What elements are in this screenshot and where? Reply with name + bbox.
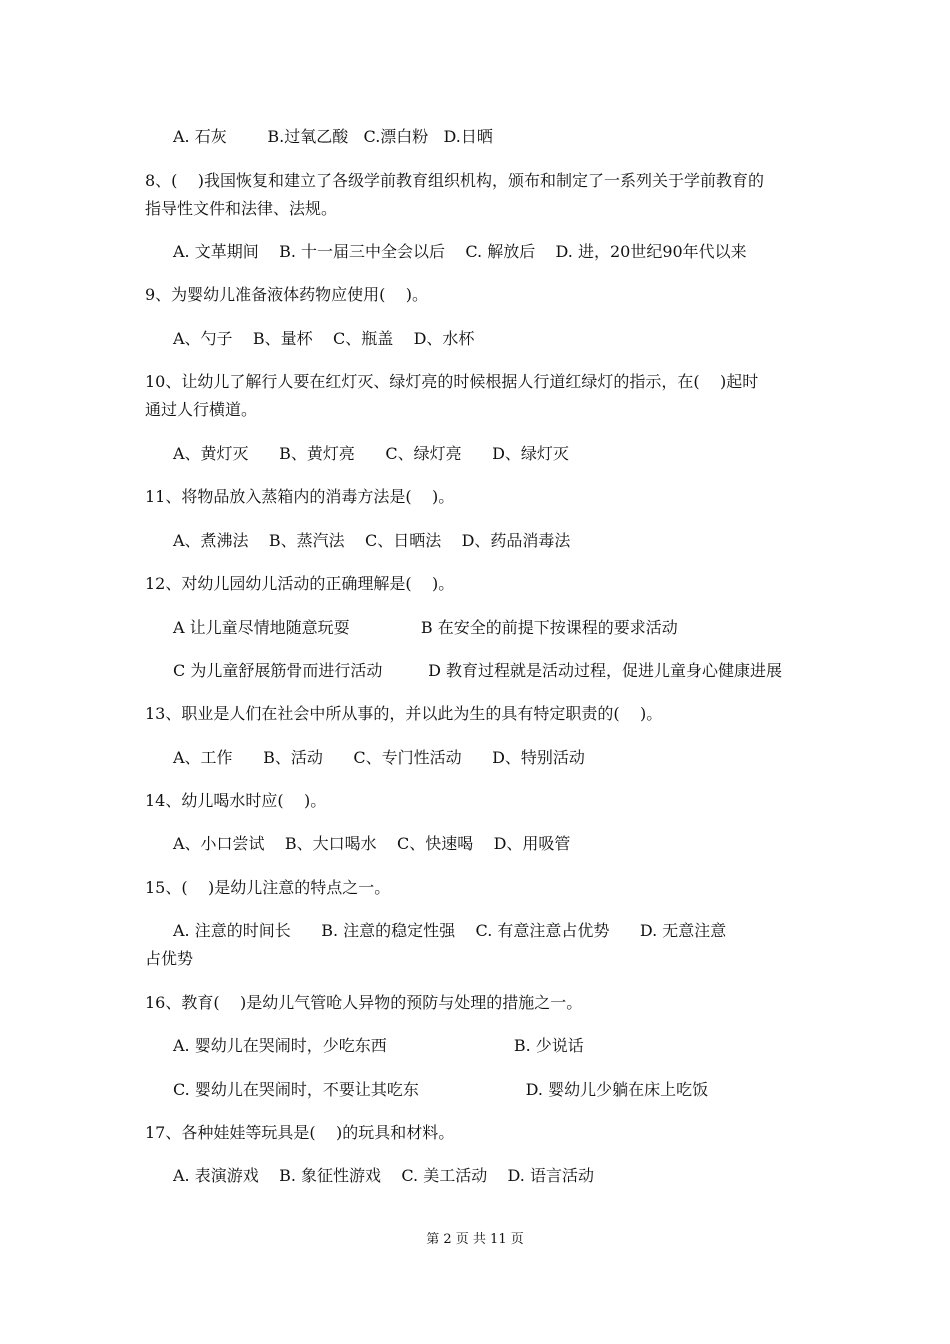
q12-options-row2: C 为儿童舒展筋骨而进行活动 D 教育过程就是活动过程，促进儿童身心健康进展	[173, 661, 783, 680]
q14-stem: 14、幼儿喝水时应( )。	[145, 791, 327, 810]
q11-options: A、煮沸法 B、蒸汽法 C、日晒法 D、药品消毒法	[173, 531, 571, 550]
q15-stem: 15、( )是幼儿注意的特点之一。	[145, 878, 391, 897]
q15-options-line1: A. 注意的时间长 B. 注意的稳定性强 C. 有意注意占优势 D. 无意注意	[173, 921, 727, 940]
q13-options: A、工作 B、活动 C、专门性活动 D、特别活动	[173, 748, 585, 767]
q16-options-row2: C. 婴幼儿在哭闹时，不要让其吃东 D. 婴幼儿少躺在床上吃饭	[173, 1080, 709, 1099]
q16-stem: 16、教育( )是幼儿气管呛人异物的预防与处理的措施之一。	[145, 993, 583, 1012]
q17-stem: 17、各种娃娃等玩具是( )的玩具和材料。	[145, 1123, 455, 1142]
q16-options-row1: A. 婴幼儿在哭闹时，少吃东西 B. 少说话	[173, 1036, 584, 1055]
q11-stem: 11、将物品放入蒸箱内的消毒方法是( )。	[145, 487, 455, 506]
q14-options: A、小口尝试 B、大口喝水 C、快速喝 D、用吸管	[173, 834, 571, 853]
q12-options-row1: A 让儿童尽情地随意玩耍 B 在安全的前提下按课程的要求活动	[173, 618, 678, 637]
q15-options-line2: 占优势	[145, 949, 194, 968]
page-footer: 第 2 页 共 11 页	[426, 1232, 524, 1247]
q17-options: A. 表演游戏 B. 象征性游戏 C. 美工活动 D. 语言活动	[173, 1166, 594, 1185]
q13-stem: 13、职业是人们在社会中所从事的，并以此为生的具有特定职责的( )。	[145, 704, 663, 723]
q9-options: A、勺子 B、量杯 C、瓶盖 D、水杯	[173, 329, 475, 348]
q8-options: A. 文革期间 B. 十一届三中全会以后 C. 解放后 D. 进，20世纪90年代以来	[173, 242, 747, 261]
q12-stem: 12、对幼儿园幼儿活动的正确理解是( )。	[145, 574, 455, 593]
q8-stem-line2: 指导性文件和法律、法规。	[145, 199, 338, 218]
q10-stem-line2: 通过人行横道。	[145, 400, 258, 419]
q10-options: A、黄灯灭 B、黄灯亮 C、绿灯亮 D、绿灯灭	[173, 444, 569, 463]
q8-stem-line1: 8、( )我国恢复和建立了各级学前教育组织机构，颁布和制定了一系列关于学前教育的	[145, 171, 765, 190]
q7-options: A. 石灰 B.过氧乙酸 C.漂白粉 D.日晒	[173, 127, 493, 146]
q10-stem-line1: 10、让幼儿了解行人要在红灯灭、绿灯亮的时候根据人行道红绿灯的指示，在( )起时	[145, 372, 759, 391]
q9-stem: 9、为婴幼儿准备液体药物应使用( )。	[145, 285, 429, 304]
